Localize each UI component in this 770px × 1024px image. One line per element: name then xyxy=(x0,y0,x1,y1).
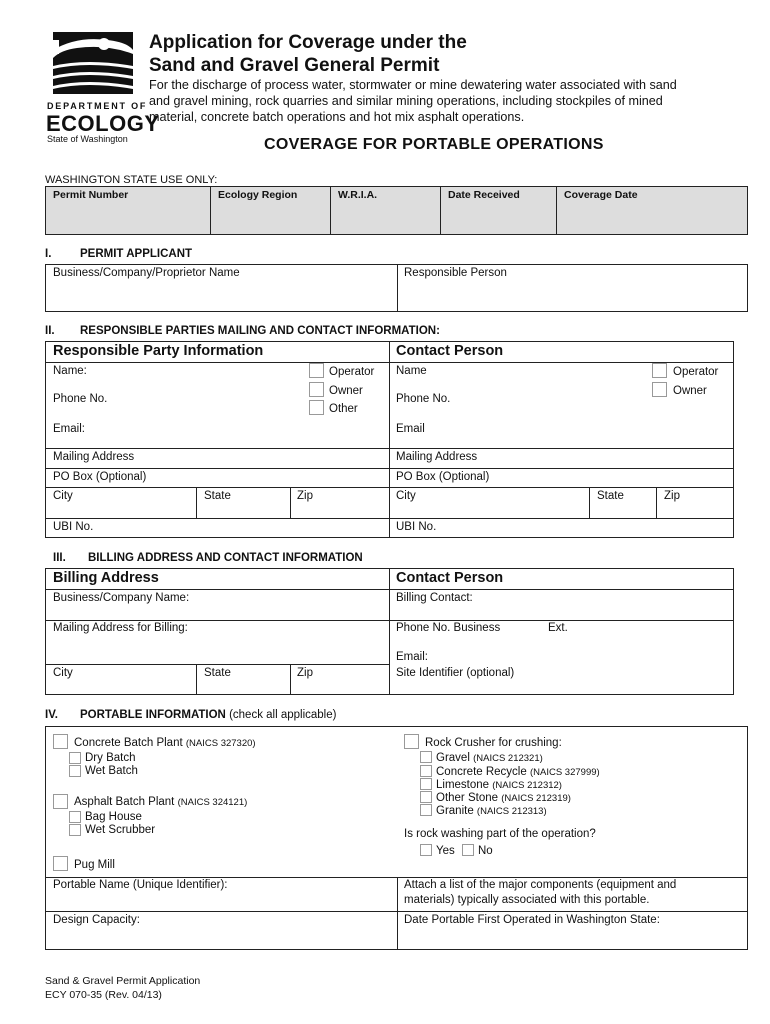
section2-rule xyxy=(45,518,734,519)
granite-text: Granite xyxy=(436,805,474,817)
section3-divider xyxy=(290,664,291,695)
asphalt-batch-label xyxy=(74,796,247,808)
rp-phone-field[interactable]: Phone No. xyxy=(53,393,108,405)
desc-line3: material, concrete batch operations and hot mix asphalt operations. xyxy=(149,110,525,124)
rp-ubi-field[interactable]: UBI No. xyxy=(53,521,94,533)
section2-divider xyxy=(389,341,390,538)
cp-zip-field[interactable]: Zip xyxy=(664,490,680,502)
section2-header-rule xyxy=(45,362,734,363)
other-stone-naics: (NAICS 212319) xyxy=(501,793,571,804)
title-line1: Application for Coverage under the xyxy=(149,32,467,53)
concrete-recycle-naics: (NAICS 327999) xyxy=(529,767,600,778)
section3-divider xyxy=(389,568,390,695)
rp-other-checkbox[interactable] xyxy=(309,400,324,415)
limestone-text: Limestone xyxy=(436,779,490,791)
permit-number-label: Permit Number xyxy=(53,189,129,201)
billing-state-field[interactable]: State xyxy=(204,667,231,679)
limestone-naics: (NAICS 212312) xyxy=(492,780,562,791)
section1-number: I. xyxy=(45,248,52,260)
cp-pobox-field[interactable]: PO Box (Optional) xyxy=(396,471,490,483)
section3-number: III. xyxy=(53,552,66,564)
wet-scrubber-checkbox[interactable] xyxy=(69,824,81,836)
bag-house-checkbox[interactable] xyxy=(69,811,81,823)
concrete-recycle-label xyxy=(436,766,600,778)
portable-name-field[interactable]: Portable Name (Unique Identifier): xyxy=(53,879,228,891)
asphalt-batch-text: Asphalt Batch Plant xyxy=(74,796,175,808)
section3-title: BILLING ADDRESS AND CONTACT INFORMATION xyxy=(88,552,363,564)
limestone-label xyxy=(436,779,562,791)
section3-header-rule xyxy=(45,589,734,590)
section4-title: PORTABLE INFORMATION xyxy=(80,709,226,721)
rp-owner-label: Owner xyxy=(329,385,363,397)
section4-divider xyxy=(397,877,398,950)
dry-batch-label: Dry Batch xyxy=(85,752,136,764)
logo-dept-text: DEPARTMENT OF xyxy=(47,101,148,111)
cp-owner-label: Owner xyxy=(673,385,707,397)
logo-ecology-text: ECOLOGY xyxy=(46,111,160,136)
rock-crusher-checkbox[interactable] xyxy=(404,734,419,749)
concrete-recycle-checkbox[interactable] xyxy=(420,765,432,777)
state-use-table xyxy=(45,186,748,235)
responsible-person-field[interactable]: Responsible Person xyxy=(404,267,507,279)
asphalt-batch-naics: (NAICS 324121) xyxy=(177,797,248,808)
responsible-party-heading: Responsible Party Information xyxy=(53,343,264,359)
billing-address-heading: Billing Address xyxy=(53,570,159,586)
granite-naics: (NAICS 212313) xyxy=(476,806,547,817)
design-capacity-field[interactable]: Design Capacity: xyxy=(53,914,140,926)
contact-person-heading: Contact Person xyxy=(396,343,504,359)
rock-washing-no-label: No xyxy=(478,845,493,857)
desc-line2: and gravel mining, rock quarries and similar mining operations, including stockpiles of mined xyxy=(149,94,663,108)
section2-rule xyxy=(45,448,734,449)
billing-mailing-field[interactable]: Mailing Address for Billing: xyxy=(53,622,188,634)
concrete-batch-label xyxy=(74,737,256,749)
gravel-checkbox[interactable] xyxy=(420,751,432,763)
asphalt-batch-checkbox[interactable] xyxy=(53,794,68,809)
section2-divider xyxy=(589,487,590,518)
billing-zip-field[interactable]: Zip xyxy=(297,667,313,679)
gravel-naics: (NAICS 212321) xyxy=(473,753,543,764)
gravel-text: Gravel xyxy=(436,752,470,764)
billing-business-field[interactable]: Business/Company Name: xyxy=(53,592,190,604)
desc-line1: For the discharge of process water, stormwater or mine dewatering water associated with sand xyxy=(149,78,677,92)
section2-number: II. xyxy=(45,325,55,337)
granite-checkbox[interactable] xyxy=(420,804,432,816)
billing-contact-heading: Contact Person xyxy=(396,570,504,586)
cp-operator-label: Operator xyxy=(673,366,719,378)
billing-phone-field[interactable]: Phone No. Business xyxy=(396,622,501,634)
date-first-operated-field[interactable]: Date Portable First Operated in Washington State: xyxy=(404,914,660,926)
section2-rule xyxy=(45,487,734,488)
concrete-recycle-text: Concrete Recycle xyxy=(436,766,527,778)
rock-washing-yes-label: Yes xyxy=(436,845,455,857)
cp-name-field[interactable]: Name xyxy=(396,365,427,377)
concrete-batch-checkbox[interactable] xyxy=(53,734,68,749)
billing-email-field[interactable]: Email: xyxy=(396,651,428,663)
rock-washing-question: Is rock washing part of the operation? xyxy=(404,828,596,840)
section2-divider xyxy=(196,487,197,518)
bag-house-label: Bag House xyxy=(85,811,142,823)
footer-form-number: ECY 070-35 (Rev. 04/13) xyxy=(45,989,162,1001)
rp-zip-field[interactable]: Zip xyxy=(297,490,313,502)
cp-operator-checkbox[interactable] xyxy=(652,363,667,378)
section4-title-wrap xyxy=(80,709,336,721)
dry-batch-checkbox[interactable] xyxy=(69,752,81,764)
other-stone-checkbox[interactable] xyxy=(420,791,432,803)
state-use-label: WASHINGTON STATE USE ONLY: xyxy=(45,174,218,186)
rp-other-label: Other xyxy=(329,403,358,415)
granite-label xyxy=(436,805,547,817)
gravel-label xyxy=(436,752,543,764)
date-received-label: Date Received xyxy=(448,189,520,201)
wet-batch-label: Wet Batch xyxy=(85,765,138,777)
section3-rule xyxy=(45,620,734,621)
rp-mailing-field[interactable]: Mailing Address xyxy=(53,451,135,463)
business-name-field[interactable]: Business/Company/Proprietor Name xyxy=(53,267,240,279)
pug-mill-checkbox[interactable] xyxy=(53,856,68,871)
cp-state-field[interactable]: State xyxy=(597,490,624,502)
section4-title-note: (check all applicable) xyxy=(229,709,337,721)
rp-pobox-field[interactable]: PO Box (Optional) xyxy=(53,471,147,483)
rock-crusher-label: Rock Crusher for crushing: xyxy=(425,737,562,749)
other-stone-text: Other Stone xyxy=(436,792,499,804)
rp-email-field[interactable]: Email: xyxy=(53,423,85,435)
billing-contact-field[interactable]: Billing Contact: xyxy=(396,592,473,604)
section3-rule xyxy=(45,664,389,665)
billing-city-field[interactable]: City xyxy=(53,667,73,679)
rock-washing-yes-checkbox[interactable] xyxy=(420,844,432,856)
limestone-checkbox[interactable] xyxy=(420,778,432,790)
form-subtitle: COVERAGE FOR PORTABLE OPERATIONS xyxy=(264,136,604,153)
cp-city-field[interactable]: City xyxy=(396,490,416,502)
section1-title: PERMIT APPLICANT xyxy=(80,248,193,260)
section2-title: RESPONSIBLE PARTIES MAILING AND CONTACT INFORMATION: xyxy=(80,325,440,337)
state-use-divider xyxy=(330,186,331,235)
state-use-divider xyxy=(210,186,211,235)
site-identifier-field[interactable]: Site Identifier (optional) xyxy=(396,667,515,679)
cp-ubi-field[interactable]: UBI No. xyxy=(396,521,437,533)
form-description xyxy=(149,77,749,125)
ecology-region-label: Ecology Region xyxy=(218,189,298,201)
cp-phone-field[interactable]: Phone No. xyxy=(396,393,451,405)
pug-mill-label: Pug Mill xyxy=(74,859,115,871)
section4-number: IV. xyxy=(45,709,59,721)
section2-rule xyxy=(45,468,734,469)
billing-ext-field[interactable]: Ext. xyxy=(548,622,568,634)
concrete-batch-text: Concrete Batch Plant xyxy=(74,737,183,749)
section3-divider xyxy=(196,664,197,695)
rp-state-field[interactable]: State xyxy=(204,490,231,502)
wria-label: W.R.I.A. xyxy=(338,189,378,201)
rp-operator-label: Operator xyxy=(329,366,375,378)
state-use-divider xyxy=(440,186,441,235)
cp-email-field[interactable]: Email xyxy=(396,423,425,435)
section2-divider xyxy=(656,487,657,518)
title-line2: Sand and Gravel General Permit xyxy=(149,55,440,76)
wet-scrubber-label: Wet Scrubber xyxy=(85,824,156,836)
cp-mailing-field[interactable]: Mailing Address xyxy=(396,451,478,463)
attach-list-line1: Attach a list of the major components (equipment and xyxy=(404,879,677,891)
wet-batch-checkbox[interactable] xyxy=(69,765,81,777)
rp-operator-checkbox[interactable] xyxy=(309,363,324,378)
form-title xyxy=(149,31,749,77)
attach-list-line2: materials) typically associated with this portable. xyxy=(404,894,650,906)
rp-city-field[interactable]: City xyxy=(53,490,73,502)
concrete-batch-naics: (NAICS 327320) xyxy=(185,738,256,749)
rock-washing-no-checkbox[interactable] xyxy=(462,844,474,856)
footer-form-name: Sand & Gravel Permit Application xyxy=(45,975,201,987)
cp-owner-checkbox[interactable] xyxy=(652,382,667,397)
coverage-date-label: Coverage Date xyxy=(564,189,638,201)
state-use-divider xyxy=(556,186,557,235)
other-stone-label xyxy=(436,792,571,804)
rp-name-field[interactable]: Name: xyxy=(53,365,87,377)
rp-owner-checkbox[interactable] xyxy=(309,382,324,397)
section2-divider xyxy=(290,487,291,518)
section1-divider xyxy=(397,264,398,312)
logo-state-text: State of Washington xyxy=(47,134,128,144)
